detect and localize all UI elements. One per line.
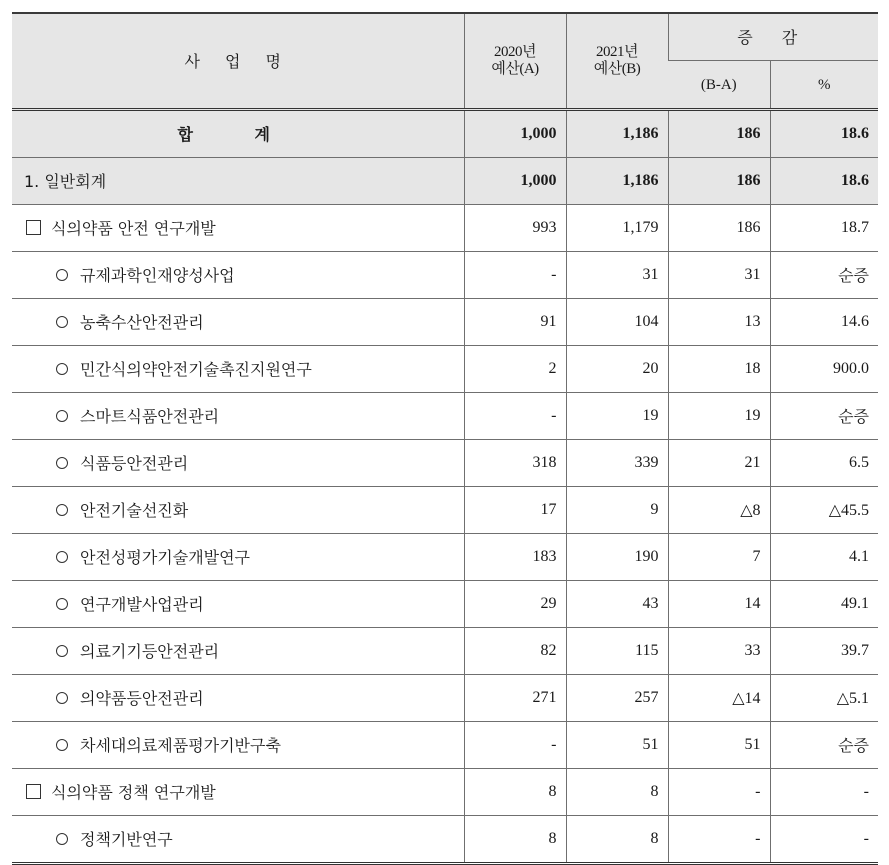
header-2020-budget (464, 13, 566, 109)
row-name-cell (12, 157, 464, 204)
row-name-cell (12, 768, 464, 815)
row-name: 합 계 (177, 125, 298, 144)
pct-cell: - (770, 815, 878, 863)
diff-cell: 33 (668, 627, 770, 674)
pct-cell: 18.6 (770, 157, 878, 204)
pct-cell: 14.6 (770, 298, 878, 345)
budget-2020-cell: 17 (464, 486, 566, 533)
table-row (12, 580, 878, 627)
header-2021-label: 예산(B) (593, 60, 641, 77)
row-name: 식품등안전관리 (80, 454, 189, 473)
row-name: 차세대의료제품평가기반구축 (80, 736, 281, 755)
budget-2021-cell: 9 (566, 486, 668, 533)
diff-cell: 186 (668, 204, 770, 251)
table-row (12, 204, 878, 251)
budget-table (12, 12, 878, 865)
diff-cell: - (668, 768, 770, 815)
row-name: 안전기술선진화 (80, 501, 189, 520)
budget-2020-cell: 1,000 (464, 157, 566, 204)
table-row (12, 674, 878, 721)
circle-bullet-icon (56, 363, 68, 375)
budget-2021-cell: 31 (566, 251, 668, 298)
diff-cell: 13 (668, 298, 770, 345)
budget-2020-cell: - (464, 251, 566, 298)
table-row (12, 251, 878, 298)
budget-2020-cell: 91 (464, 298, 566, 345)
pct-cell: 6.5 (770, 439, 878, 486)
diff-cell: 18 (668, 345, 770, 392)
diff-cell: 14 (668, 580, 770, 627)
pct-cell: 49.1 (770, 580, 878, 627)
budget-2020-cell: 2 (464, 345, 566, 392)
budget-2021-cell: 20 (566, 345, 668, 392)
row-name: 의료기기등안전관리 (80, 642, 220, 661)
pct-cell: 18.7 (770, 204, 878, 251)
budget-2021-cell: 190 (566, 533, 668, 580)
row-name-cell (12, 815, 464, 863)
row-name-cell (12, 721, 464, 768)
circle-bullet-icon (56, 504, 68, 516)
row-name: 민간식의약안전기술촉진지원연구 (80, 360, 312, 379)
circle-bullet-icon (56, 316, 68, 328)
budget-2021-cell: 257 (566, 674, 668, 721)
circle-bullet-icon (56, 739, 68, 751)
diff-cell: 21 (668, 439, 770, 486)
square-bullet-icon (26, 784, 41, 799)
row-name-cell (12, 392, 464, 439)
table-row (12, 815, 878, 863)
table-row (12, 298, 878, 345)
budget-table-container (12, 12, 878, 865)
row-name: 스마트식품안전관리 (80, 407, 220, 426)
pct-cell: 순증 (770, 721, 878, 768)
pct-cell: 4.1 (770, 533, 878, 580)
budget-2020-cell: 318 (464, 439, 566, 486)
budget-2020-cell: 29 (464, 580, 566, 627)
square-bullet-icon (26, 220, 41, 235)
table-row (12, 345, 878, 392)
diff-cell: 186 (668, 157, 770, 204)
diff-cell: 186 (668, 109, 770, 157)
row-name: 식의약품 안전 연구개발 (51, 219, 216, 238)
diff-cell: 7 (668, 533, 770, 580)
row-name-cell (12, 674, 464, 721)
budget-2021-cell: 8 (566, 815, 668, 863)
table-row (12, 627, 878, 674)
table-row (12, 721, 878, 768)
table-row (12, 392, 878, 439)
budget-2021-cell: 51 (566, 721, 668, 768)
row-name-cell (12, 251, 464, 298)
header-pct: % (770, 60, 878, 109)
budget-2021-cell: 19 (566, 392, 668, 439)
budget-2021-cell: 1,186 (566, 157, 668, 204)
budget-2020-cell: 1,000 (464, 109, 566, 157)
row-name-cell (12, 204, 464, 251)
circle-bullet-icon (56, 410, 68, 422)
diff-cell: △8 (668, 486, 770, 533)
budget-2021-cell: 115 (566, 627, 668, 674)
row-name-cell (12, 580, 464, 627)
circle-bullet-icon (56, 269, 68, 281)
pct-cell: △5.1 (770, 674, 878, 721)
table-row (12, 486, 878, 533)
pct-cell: 39.7 (770, 627, 878, 674)
row-name: 식의약품 정책 연구개발 (51, 783, 216, 802)
budget-2020-cell: 8 (464, 768, 566, 815)
circle-bullet-icon (56, 598, 68, 610)
budget-2020-cell: 183 (464, 533, 566, 580)
budget-2021-cell: 43 (566, 580, 668, 627)
row-name: 연구개발사업관리 (80, 595, 204, 614)
table-row (12, 768, 878, 815)
budget-2020-cell: 993 (464, 204, 566, 251)
diff-cell: 51 (668, 721, 770, 768)
table-row (12, 157, 878, 204)
circle-bullet-icon (56, 692, 68, 704)
table-row (12, 109, 878, 157)
header-2020-label: 예산(A) (491, 60, 539, 77)
row-name: 1. 일반회계 (24, 172, 107, 191)
row-name-cell (12, 298, 464, 345)
budget-2021-cell: 339 (566, 439, 668, 486)
header-2021-budget (566, 13, 668, 109)
budget-2020-cell: - (464, 392, 566, 439)
table-row (12, 439, 878, 486)
budget-2020-cell: 82 (464, 627, 566, 674)
row-name: 의약품등안전관리 (80, 689, 204, 708)
budget-2021-cell: 1,179 (566, 204, 668, 251)
budget-2020-cell: 8 (464, 815, 566, 863)
row-name: 정책기반연구 (80, 830, 173, 849)
row-name: 규제과학인재양성사업 (80, 266, 235, 285)
header-row-1 (12, 13, 878, 60)
diff-cell: △14 (668, 674, 770, 721)
header-diff: (B-A) (668, 60, 770, 109)
pct-cell: 900.0 (770, 345, 878, 392)
circle-bullet-icon (56, 833, 68, 845)
table-row (12, 533, 878, 580)
header-change: 증 감 (668, 13, 878, 60)
pct-cell: 순증 (770, 392, 878, 439)
budget-2020-cell: - (464, 721, 566, 768)
circle-bullet-icon (56, 457, 68, 469)
budget-2021-cell: 1,186 (566, 109, 668, 157)
budget-2021-cell: 8 (566, 768, 668, 815)
header-2021-year: 2021년 (596, 43, 638, 60)
row-name: 농축수산안전관리 (80, 313, 204, 332)
header-business-name: 사 업 명 (12, 13, 464, 109)
row-name-cell (12, 486, 464, 533)
header-2020-year: 2020년 (494, 43, 536, 60)
row-name-cell (12, 533, 464, 580)
pct-cell: 18.6 (770, 109, 878, 157)
row-name-cell (12, 627, 464, 674)
diff-cell: 31 (668, 251, 770, 298)
budget-2021-cell: 104 (566, 298, 668, 345)
diff-cell: 19 (668, 392, 770, 439)
circle-bullet-icon (56, 551, 68, 563)
table-body (12, 109, 878, 863)
row-name-cell (12, 345, 464, 392)
budget-2020-cell: 271 (464, 674, 566, 721)
diff-cell: - (668, 815, 770, 863)
pct-cell: 순증 (770, 251, 878, 298)
row-name-cell (12, 109, 464, 157)
row-name-cell (12, 439, 464, 486)
pct-cell: - (770, 768, 878, 815)
pct-cell: △45.5 (770, 486, 878, 533)
circle-bullet-icon (56, 645, 68, 657)
row-name: 안전성평가기술개발연구 (80, 548, 251, 567)
